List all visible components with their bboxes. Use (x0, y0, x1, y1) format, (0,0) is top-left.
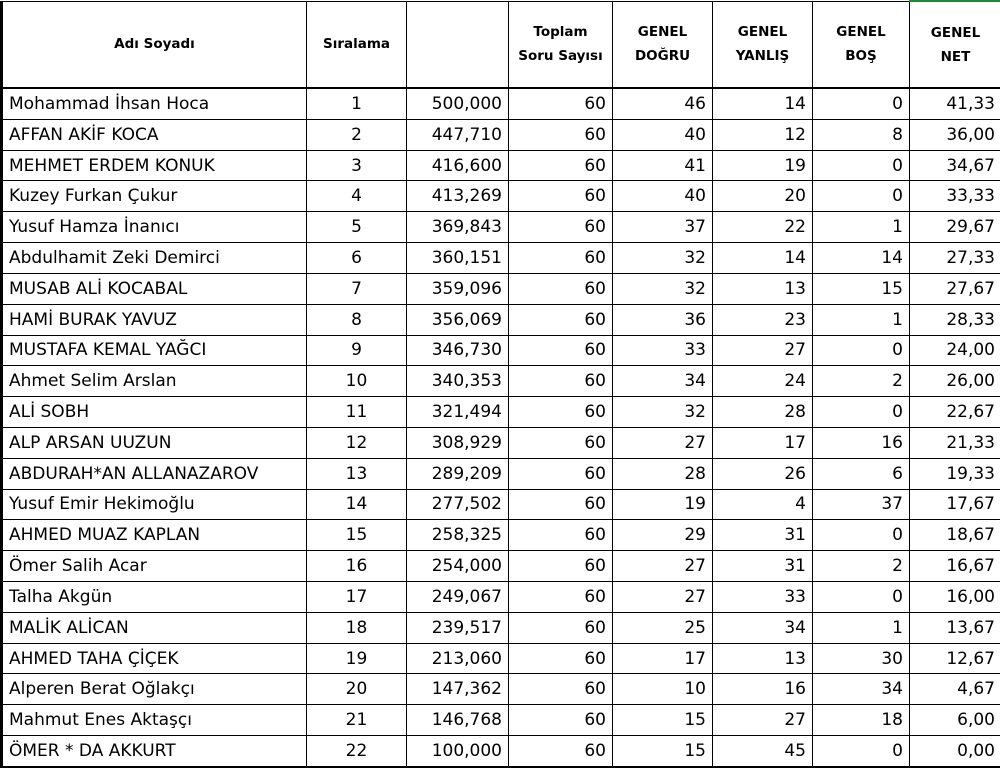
cell-rank[interactable]: 8 (307, 304, 407, 335)
cell-empty[interactable]: 0 (813, 335, 910, 366)
table-row (2, 612, 1000, 643)
cell-net[interactable]: 24,00 (910, 335, 1000, 366)
table-row (2, 397, 1000, 428)
cell-score[interactable]: 289,209 (407, 458, 509, 489)
cell-correct[interactable]: 17 (613, 643, 713, 674)
cell-rank[interactable]: 22 (307, 736, 407, 767)
cell-score[interactable]: 100,000 (407, 736, 509, 767)
table-row (2, 335, 1000, 366)
header-total-questions[interactable] (509, 1, 613, 88)
table-row (2, 88, 1000, 119)
header-net[interactable] (910, 1, 1000, 88)
cell-wrong[interactable]: 33 (713, 582, 813, 613)
cell-score[interactable]: 359,096 (407, 273, 509, 304)
table-row (2, 366, 1000, 397)
cell-wrong[interactable]: 34 (713, 612, 813, 643)
table-row (2, 705, 1000, 736)
cell-name[interactable]: Mahmut Enes Aktaşçı (2, 705, 307, 736)
cell-name[interactable]: MUSAB ALİ KOCABAL (2, 273, 307, 304)
cell-score[interactable]: 147,362 (407, 674, 509, 705)
cell-rank[interactable]: 6 (307, 243, 407, 274)
table-body (2, 88, 1000, 767)
table-row (2, 212, 1000, 243)
cell-total-questions[interactable]: 60 (509, 427, 613, 458)
cell-rank[interactable]: 3 (307, 150, 407, 181)
cell-rank[interactable]: 21 (307, 705, 407, 736)
cell-wrong[interactable]: 31 (713, 520, 813, 551)
header-name[interactable] (2, 1, 307, 88)
cell-correct[interactable]: 27 (613, 427, 713, 458)
cell-wrong[interactable]: 19 (713, 150, 813, 181)
cell-total-questions[interactable]: 60 (509, 212, 613, 243)
header-wrong-line1: GENEL (737, 24, 788, 41)
cell-name[interactable]: Talha Akgün (2, 582, 307, 613)
header-empty-line1: GENEL (836, 24, 886, 41)
cell-wrong[interactable]: 12 (713, 119, 813, 150)
cell-net[interactable]: 33,33 (910, 181, 1000, 212)
cell-wrong[interactable]: 28 (713, 397, 813, 428)
cell-net[interactable]: 34,67 (910, 150, 1000, 181)
cell-total-questions[interactable]: 60 (509, 551, 613, 582)
cell-correct[interactable]: 36 (613, 304, 713, 335)
cell-total-questions[interactable]: 60 (509, 582, 613, 613)
cell-empty[interactable]: 0 (813, 150, 910, 181)
cell-correct[interactable]: 28 (613, 458, 713, 489)
cell-correct[interactable]: 32 (613, 397, 713, 428)
cell-correct[interactable]: 15 (613, 705, 713, 736)
cell-score[interactable]: 254,000 (407, 551, 509, 582)
cell-correct[interactable]: 34 (613, 366, 713, 397)
cell-total-questions[interactable]: 60 (509, 612, 613, 643)
cell-name[interactable]: AHMED MUAZ KAPLAN (2, 520, 307, 551)
header-total-line1: Toplam (533, 24, 588, 41)
cell-name[interactable]: AFFAN AKİF KOCA (2, 119, 307, 150)
cell-score[interactable]: 239,517 (407, 612, 509, 643)
cell-name[interactable]: Ahmet Selim Arslan (2, 366, 307, 397)
cell-rank[interactable]: 9 (307, 335, 407, 366)
cell-name[interactable]: ALİ SOBH (2, 397, 307, 428)
cell-empty[interactable]: 1 (813, 612, 910, 643)
cell-net[interactable]: 27,33 (910, 243, 1000, 274)
cell-rank[interactable]: 15 (307, 520, 407, 551)
cell-net[interactable]: 21,33 (910, 427, 1000, 458)
cell-rank[interactable]: 7 (307, 273, 407, 304)
cell-wrong[interactable]: 17 (713, 427, 813, 458)
cell-correct[interactable]: 32 (613, 273, 713, 304)
cell-wrong[interactable]: 22 (713, 212, 813, 243)
cell-total-questions[interactable]: 60 (509, 489, 613, 520)
cell-empty[interactable]: 14 (813, 243, 910, 274)
cell-wrong[interactable]: 20 (713, 181, 813, 212)
cell-total-questions[interactable]: 60 (509, 119, 613, 150)
cell-rank[interactable]: 16 (307, 551, 407, 582)
cell-empty[interactable]: 34 (813, 674, 910, 705)
table-row (2, 119, 1000, 150)
cell-wrong[interactable]: 24 (713, 366, 813, 397)
header-name-label: Adı Soyadı (114, 36, 195, 53)
cell-wrong[interactable]: 13 (713, 273, 813, 304)
cell-net[interactable]: 17,67 (910, 489, 1000, 520)
cell-empty[interactable]: 2 (813, 551, 910, 582)
cell-total-questions[interactable]: 60 (509, 243, 613, 274)
table-row (2, 273, 1000, 304)
cell-empty[interactable]: 2 (813, 366, 910, 397)
cell-net[interactable]: 4,67 (910, 674, 1000, 705)
cell-rank[interactable]: 2 (307, 119, 407, 150)
cell-score[interactable]: 356,069 (407, 304, 509, 335)
cell-name[interactable]: Abdulhamit Zeki Demirci (2, 243, 307, 274)
cell-name[interactable]: Yusuf Hamza İnanıcı (2, 212, 307, 243)
table-row (2, 520, 1000, 551)
header-correct-line2: DOĞRU (634, 48, 691, 65)
cell-total-questions[interactable]: 60 (509, 181, 613, 212)
cell-net[interactable]: 22,67 (910, 397, 1000, 428)
table-row (2, 243, 1000, 274)
cell-correct[interactable]: 27 (613, 551, 713, 582)
cell-net[interactable]: 6,00 (910, 705, 1000, 736)
header-net-line2: NET (940, 48, 971, 65)
cell-rank[interactable]: 10 (307, 366, 407, 397)
cell-correct[interactable]: 25 (613, 612, 713, 643)
cell-score[interactable]: 146,768 (407, 705, 509, 736)
cell-correct[interactable]: 40 (613, 181, 713, 212)
cell-total-questions[interactable]: 60 (509, 397, 613, 428)
header-rank-label: Sıralama (322, 36, 391, 53)
header-empty[interactable] (813, 1, 910, 88)
cell-score[interactable]: 340,353 (407, 366, 509, 397)
table-row (2, 643, 1000, 674)
cell-net[interactable]: 26,00 (910, 366, 1000, 397)
cell-net[interactable]: 18,67 (910, 520, 1000, 551)
table-row (2, 736, 1000, 767)
cell-net[interactable]: 19,33 (910, 458, 1000, 489)
cell-correct[interactable]: 19 (613, 489, 713, 520)
cell-name[interactable]: ALP ARSAN UUZUN (2, 427, 307, 458)
cell-empty[interactable]: 1 (813, 212, 910, 243)
cell-wrong[interactable]: 26 (713, 458, 813, 489)
cell-total-questions[interactable]: 60 (509, 458, 613, 489)
cell-score[interactable]: 416,600 (407, 150, 509, 181)
cell-wrong[interactable]: 13 (713, 643, 813, 674)
cell-score[interactable]: 213,060 (407, 643, 509, 674)
cell-score[interactable]: 346,730 (407, 335, 509, 366)
header-wrong[interactable] (713, 1, 813, 88)
table-header (2, 1, 1000, 88)
cell-wrong[interactable]: 23 (713, 304, 813, 335)
cell-empty[interactable]: 15 (813, 273, 910, 304)
cell-total-questions[interactable]: 60 (509, 335, 613, 366)
cell-correct[interactable]: 46 (613, 88, 713, 119)
cell-wrong[interactable]: 45 (713, 736, 813, 767)
cell-total-questions[interactable]: 60 (509, 273, 613, 304)
cell-correct[interactable]: 37 (613, 212, 713, 243)
cell-rank[interactable]: 19 (307, 643, 407, 674)
cell-total-questions[interactable]: 60 (509, 366, 613, 397)
cell-total-questions[interactable]: 60 (509, 674, 613, 705)
table-row (2, 304, 1000, 335)
table-row (2, 674, 1000, 705)
header-correct[interactable] (613, 1, 713, 88)
cell-correct[interactable]: 27 (613, 582, 713, 613)
cell-net[interactable]: 13,67 (910, 612, 1000, 643)
cell-wrong[interactable]: 27 (713, 335, 813, 366)
cell-net[interactable]: 36,00 (910, 119, 1000, 150)
cell-correct[interactable]: 33 (613, 335, 713, 366)
table-row (2, 150, 1000, 181)
cell-score[interactable]: 413,269 (407, 181, 509, 212)
cell-rank[interactable]: 17 (307, 582, 407, 613)
cell-empty[interactable]: 0 (813, 736, 910, 767)
cell-empty[interactable]: 8 (813, 119, 910, 150)
cell-empty[interactable]: 18 (813, 705, 910, 736)
cell-empty[interactable]: 0 (813, 397, 910, 428)
cell-empty[interactable]: 0 (813, 88, 910, 119)
cell-rank[interactable]: 5 (307, 212, 407, 243)
cell-correct[interactable]: 41 (613, 150, 713, 181)
cell-wrong[interactable]: 31 (713, 551, 813, 582)
cell-rank[interactable]: 20 (307, 674, 407, 705)
cell-rank[interactable]: 1 (307, 88, 407, 119)
cell-empty[interactable]: 6 (813, 458, 910, 489)
cell-empty[interactable]: 16 (813, 427, 910, 458)
cell-score[interactable]: 321,494 (407, 397, 509, 428)
cell-name[interactable]: Kuzey Furkan Çukur (2, 181, 307, 212)
cell-wrong[interactable]: 4 (713, 489, 813, 520)
cell-name[interactable]: MUSTAFA KEMAL YAĞCI (2, 335, 307, 366)
cell-net[interactable]: 27,67 (910, 273, 1000, 304)
cell-empty[interactable]: 0 (813, 181, 910, 212)
cell-name[interactable]: ABDURAH*AN ALLANAZAROV (2, 458, 307, 489)
cell-name[interactable]: Ömer Salih Acar (2, 551, 307, 582)
cell-name[interactable]: MALİK ALİCAN (2, 612, 307, 643)
cell-name[interactable]: MEHMET ERDEM KONUK (2, 150, 307, 181)
cell-correct[interactable]: 10 (613, 674, 713, 705)
cell-name[interactable]: Alperen Berat Oğlakçı (2, 674, 307, 705)
cell-score[interactable]: 258,325 (407, 520, 509, 551)
cell-empty[interactable]: 0 (813, 520, 910, 551)
cell-total-questions[interactable]: 60 (509, 304, 613, 335)
cell-score[interactable]: 447,710 (407, 119, 509, 150)
cell-rank[interactable]: 12 (307, 427, 407, 458)
cell-name[interactable]: HAMİ BURAK YAVUZ (2, 304, 307, 335)
cell-score[interactable]: 369,843 (407, 212, 509, 243)
cell-net[interactable]: 0,00 (910, 736, 1000, 767)
cell-wrong[interactable]: 14 (713, 88, 813, 119)
cell-wrong[interactable]: 27 (713, 705, 813, 736)
cell-name[interactable]: AHMED TAHA ÇİÇEK (2, 643, 307, 674)
table-row (2, 458, 1000, 489)
header-total-line2: Soru Sayısı (518, 48, 603, 65)
cell-score[interactable]: 500,000 (407, 88, 509, 119)
header-row (2, 1, 1000, 88)
table-row (2, 582, 1000, 613)
cell-rank[interactable]: 13 (307, 458, 407, 489)
cell-score[interactable]: 249,067 (407, 582, 509, 613)
cell-wrong[interactable]: 14 (713, 243, 813, 274)
cell-net[interactable]: 29,67 (910, 212, 1000, 243)
cell-net[interactable]: 12,67 (910, 643, 1000, 674)
table-row (2, 181, 1000, 212)
cell-net[interactable]: 28,33 (910, 304, 1000, 335)
cell-total-questions[interactable]: 60 (509, 88, 613, 119)
cell-rank[interactable]: 18 (307, 612, 407, 643)
cell-empty[interactable]: 1 (813, 304, 910, 335)
cell-rank[interactable]: 14 (307, 489, 407, 520)
cell-total-questions[interactable]: 60 (509, 643, 613, 674)
cell-correct[interactable]: 29 (613, 520, 713, 551)
header-rank[interactable] (307, 1, 407, 88)
table-row (2, 489, 1000, 520)
cell-correct[interactable]: 32 (613, 243, 713, 274)
cell-name[interactable]: Yusuf Emir Hekimoğlu (2, 489, 307, 520)
cell-total-questions[interactable]: 60 (509, 150, 613, 181)
cell-correct[interactable]: 40 (613, 119, 713, 150)
header-correct-line1: GENEL (637, 24, 688, 41)
header-score[interactable] (407, 1, 509, 88)
header-net-line1: GENEL (930, 24, 981, 41)
cell-score[interactable]: 277,502 (407, 489, 509, 520)
cell-score[interactable]: 308,929 (407, 427, 509, 458)
cell-name[interactable]: Mohammad İhsan Hoca (2, 88, 307, 119)
cell-net[interactable]: 16,67 (910, 551, 1000, 582)
cell-empty[interactable]: 30 (813, 643, 910, 674)
cell-total-questions[interactable]: 60 (509, 736, 613, 767)
cell-score[interactable]: 360,151 (407, 243, 509, 274)
cell-empty[interactable]: 37 (813, 489, 910, 520)
cell-total-questions[interactable]: 60 (509, 520, 613, 551)
table-row (2, 427, 1000, 458)
cell-empty[interactable]: 0 (813, 582, 910, 613)
cell-net[interactable]: 41,33 (910, 88, 1000, 119)
cell-rank[interactable]: 11 (307, 397, 407, 428)
table-row (2, 551, 1000, 582)
cell-correct[interactable]: 15 (613, 736, 713, 767)
cell-name[interactable]: ÖMER * DA AKKURT (2, 736, 307, 767)
cell-wrong[interactable]: 16 (713, 674, 813, 705)
header-empty-line2: BOŞ (845, 48, 877, 65)
cell-rank[interactable]: 4 (307, 181, 407, 212)
header-wrong-line2: YANLIŞ (735, 48, 790, 65)
cell-total-questions[interactable]: 60 (509, 705, 613, 736)
cell-net[interactable]: 16,00 (910, 582, 1000, 613)
